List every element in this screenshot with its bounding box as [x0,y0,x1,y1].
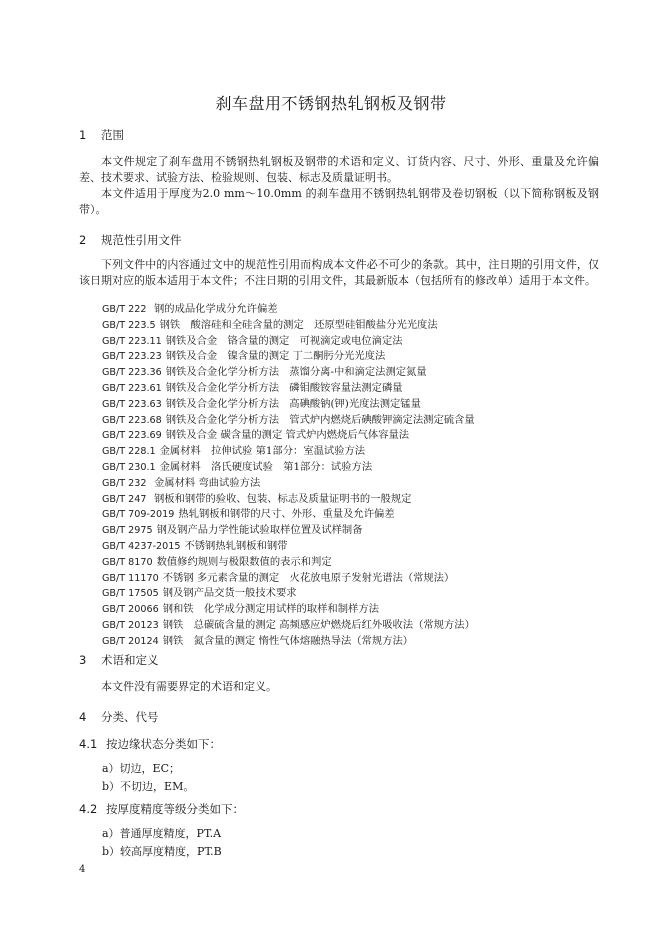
section-number: 3 [79,653,87,667]
list-item: b）不切边，EM。 [102,780,195,793]
section-4-1-heading [79,736,221,752]
document-title: 刹车盘用不锈钢热轧钢板及钢带 [215,94,447,113]
section-3-heading [79,652,159,668]
section-title: 规范性引用文件 [101,233,182,247]
reference-item: GB/T 232 金属材料 弯曲试验方法 [102,476,261,489]
reference-item: GB/T 4237-2015 不锈钢热轧钢板和钢带 [102,539,288,552]
section-number: 4 [79,710,87,724]
reference-item: GB/T 11170 不锈钢 多元素含量的测定 火花放电原子发射光谱法（常规法） [102,571,455,584]
reference-item: GB/T 223.11 钢铁及合金 铬含量的测定 可视滴定或电位滴定法 [102,334,403,347]
section-4-2-heading [79,801,244,817]
list-item: b）较高厚度精度，PT.B [102,845,222,858]
section-number: 1 [79,128,87,142]
section-1-heading [79,127,124,143]
reference-item: GB/T 223.69 钢铁及合金 碳含量的测定 管式炉内燃烧后气体容量法 [102,429,410,442]
reference-item: GB/T 223.68 钢铁及合金化学分析方法 管式炉内燃烧后碘酸钾滴定法测定硫含量 [102,413,475,426]
scope-paragraph-2: 本文件适用于厚度为2.0 mm～10.0mm 的刹车盘用不锈钢热轧钢带及卷切钢板（以下简称钢板及钢带）。 [79,187,599,216]
reference-item: GB/T 20123 钢铁 总碳硫含量的测定 高频感应炉燃烧后红外吸收法（常规方法） [102,618,475,631]
page-number: 4 [79,864,86,875]
section-number: 4.2 [79,802,98,816]
terms-paragraph: 本文件没有需要界定的术语和定义。 [101,680,277,693]
reference-item: GB/T 228.1 金属材料 拉伸试验 第1部分：室温试验方法 [102,445,366,458]
reference-item: GB/T 222 钢的成品化学成分允许偏差 [102,303,278,315]
section-number: 2 [79,233,87,247]
reference-list [102,302,475,650]
reference-item: GB/T 230.1 金属材料 洛氏硬度试验 第1部分：试验方法 [102,460,373,473]
section-title: 术语和定义 [101,653,159,667]
section-number: 4.1 [79,737,98,751]
list-item: a）普通厚度精度，PT.A [102,827,222,840]
reference-item: GB/T 223.61 钢铁及合金化学分析方法 磷钼酸铵容量法测定磷量 [102,381,403,394]
reference-item: GB/T 223.63 钢铁及合金化学分析方法 高碘酸钠(钾)光度法测定锰量 [102,397,421,410]
reference-item: GB/T 223.36 钢铁及合金化学分析方法 蒸馏分离-中和滴定法测定氮量 [102,366,427,379]
reference-item: GB/T 17505 钢及钢产品交货一般技术要求 [102,587,297,600]
section-title: 范围 [101,128,124,142]
reference-item: GB/T 223.23 钢铁及合金 镍含量的测定 丁二酮肟分光光度法 [102,350,386,363]
section-2-heading [79,232,182,248]
scope-paragraph-1: 本文件规定了刹车盘用不锈钢热轧钢板及钢带的术语和定义、订货内容、尺寸、外形、重量及允许偏差、技术要求、试验方法、检验规则、包装、标志及质量证明书。 [79,155,599,184]
reference-item: GB/T 709-2019 热轧钢板和钢带的尺寸、外形、重量及允许偏差 [102,508,395,521]
reference-item: GB/T 247 钢板和钢带的验收、包装、标志及质量证明书的一般规定 [102,492,412,505]
section-title: 按厚度精度等级分类如下： [106,802,244,816]
reference-item: GB/T 2975 钢及钢产品力学性能试验取样位置及试样制备 [102,524,363,537]
reference-item: GB/T 223.5 钢铁 酸溶硅和全硅含量的测定 还原型硅钼酸盐分光光度法 [102,318,438,331]
normative-references-intro: 下列文件中的内容通过文中的规范性引用而构成本文件必不可少的条款。其中，注日期的引用文件，仅该日期对应的版本适用于本文件；不注日期的引用文件，其最新版本（包括所有的修改单）适用于本文件。 [79,258,599,287]
section-4-heading [79,709,159,725]
reference-item: GB/T 8170 数值修约规则与极限数值的表示和判定 [102,555,332,568]
reference-item: GB/T 20066 钢和铁 化学成分测定用试样的取样和制样方法 [102,603,379,616]
reference-item: GB/T 20124 钢铁 氮含量的测定 惰性气体熔融热导法（常规方法） [102,634,414,647]
section-title: 按边缘状态分类如下： [106,737,221,751]
list-item: a）切边，EC； [102,762,181,775]
section-title: 分类、代号 [101,710,159,724]
